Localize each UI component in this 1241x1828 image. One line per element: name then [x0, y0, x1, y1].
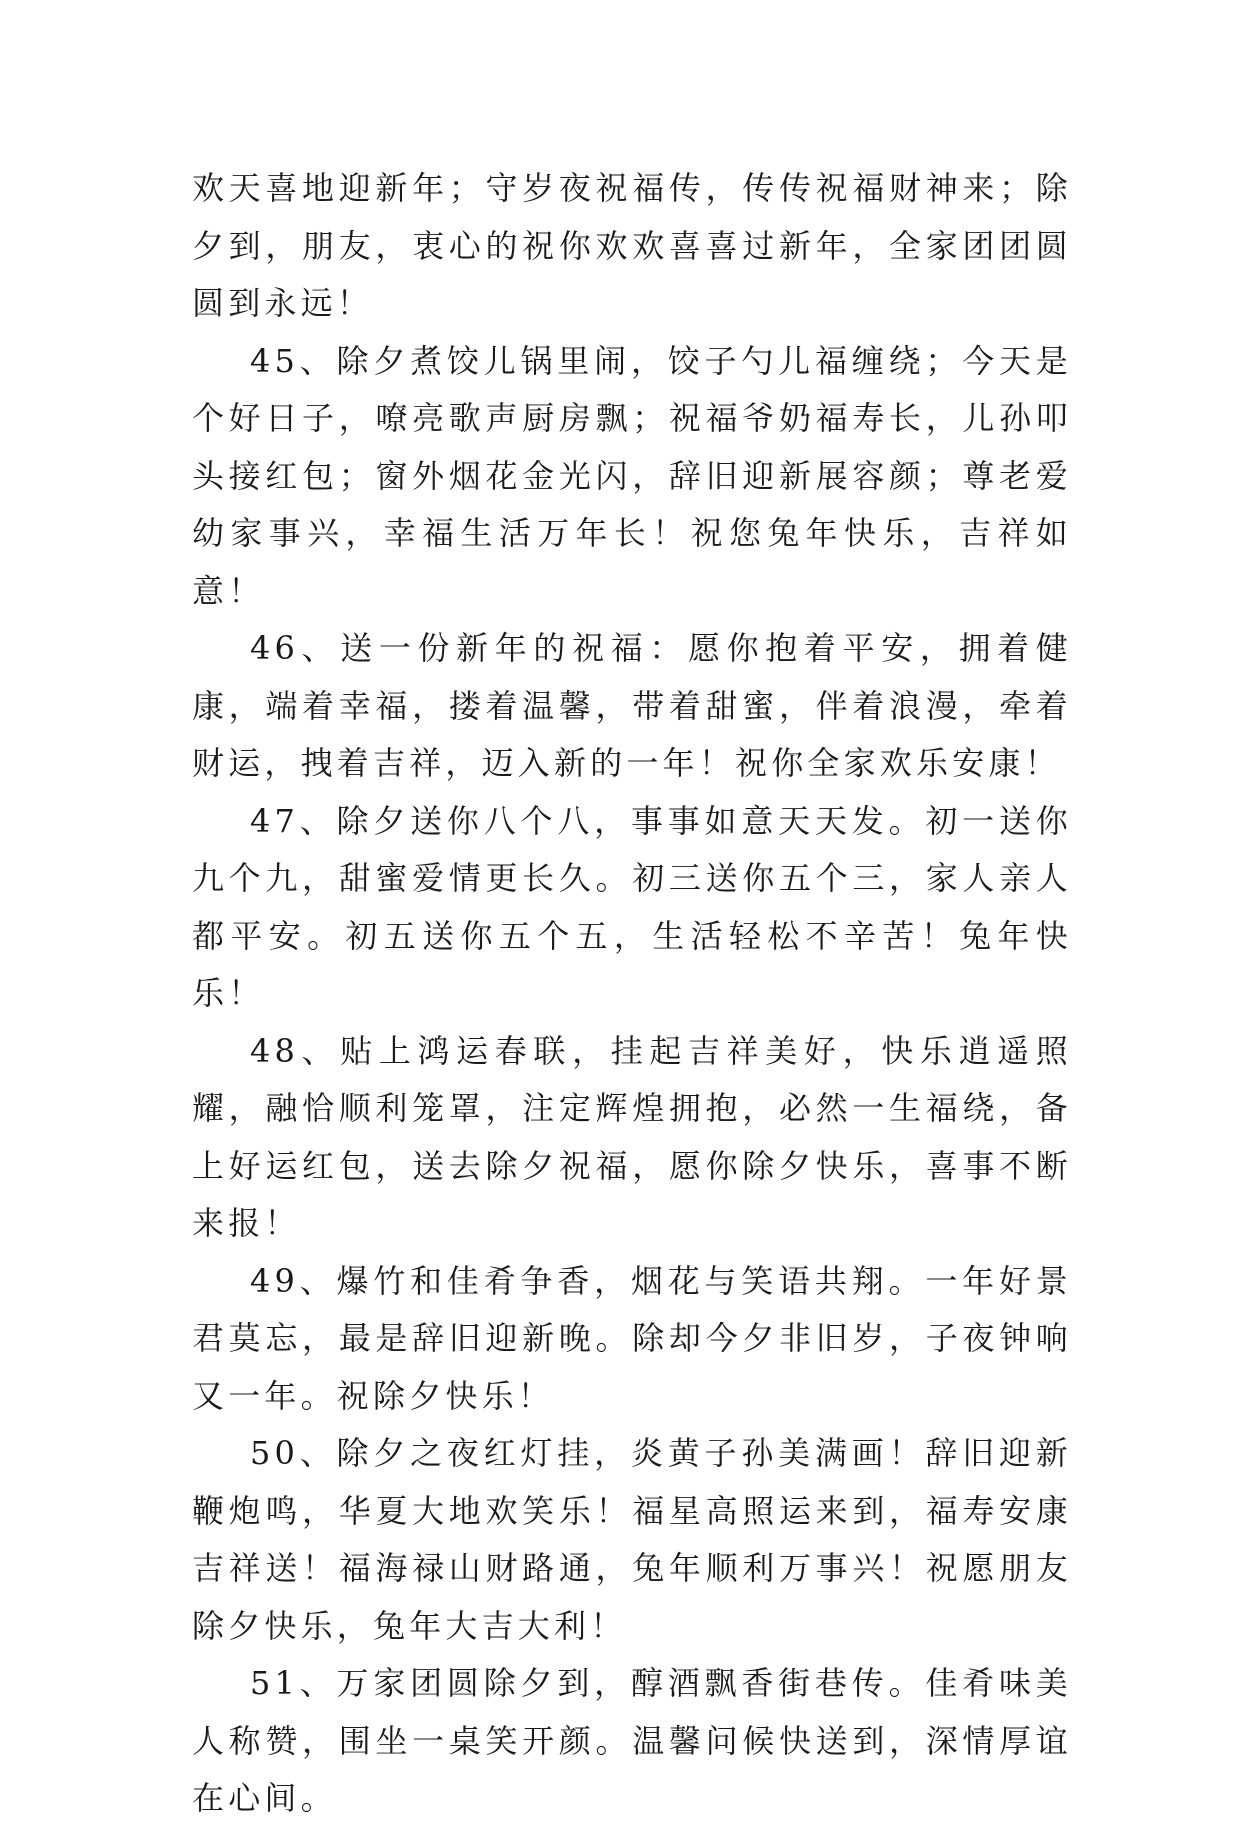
paragraph-50: 50、除夕之夜红灯挂，炎黄子孙美满画！辞旧迎新鞭炮鸣，华夏大地欢笑乐！福星高照运来到，福寿安康吉祥送！福海禄山财路通，兔年顺利万事兴！祝愿朋友除夕快乐，兔年大吉大利！: [192, 1434, 1072, 1645]
paragraph-continuation: 欢天喜地迎新年；守岁夜祝福传，传传祝福财神来；除夕到，朋友，衷心的祝你欢欢喜喜过新年，全家团团圆圆到永远！: [192, 169, 1072, 322]
paragraph-51: 51、万家团圆除夕到，醇酒飘香街巷传。佳肴味美人称赞，围坐一桌笑开颜。温馨问候快送到，深情厚谊在心间。: [192, 1664, 1072, 1817]
paragraph-49: 49、爆竹和佳肴争香，烟花与笑语共翔。一年好景君莫忘，最是辞旧迎新晚。除却今夕非旧岁，子夜钟响又一年。祝除夕快乐！: [192, 1261, 1072, 1415]
document-body: [192, 160, 1072, 1828]
paragraph-45: 45、除夕煮饺儿锅里闹，饺子勺儿福缠绕；今天是个好日子，嘹亮歌声厨房飘；祝福爷奶福寿长，儿孙叩头接红包；窗外烟花金光闪，辞旧迎新展容颜；尊老爱幼家事兴，幸福生活万年长！祝您兔年快乐，吉祥如意！: [192, 341, 1072, 610]
paragraph-46: 46、送一份新年的祝福：愿你抱着平安，拥着健康，端着幸福，搂着温馨，带着甜蜜，伴着浪漫，牵着财运，拽着吉祥，迈入新的一年！祝你全家欢乐安康！: [192, 629, 1072, 782]
paragraph-47: 47、除夕送你八个八，事事如意天天发。初一送你九个九，甜蜜爱情更长久。初三送你五个三，家人亲人都平安。初五送你五个五，生活轻松不辛苦！兔年快乐！: [192, 801, 1072, 1012]
paragraph-48: 48、贴上鸿运春联，挂起吉祥美好，快乐逍遥照耀，融恰顺利笼罩，注定辉煌拥抱，必然一生福绕，备上好运红包，送去除夕祝福，愿你除夕快乐，喜事不断来报！: [192, 1031, 1072, 1242]
